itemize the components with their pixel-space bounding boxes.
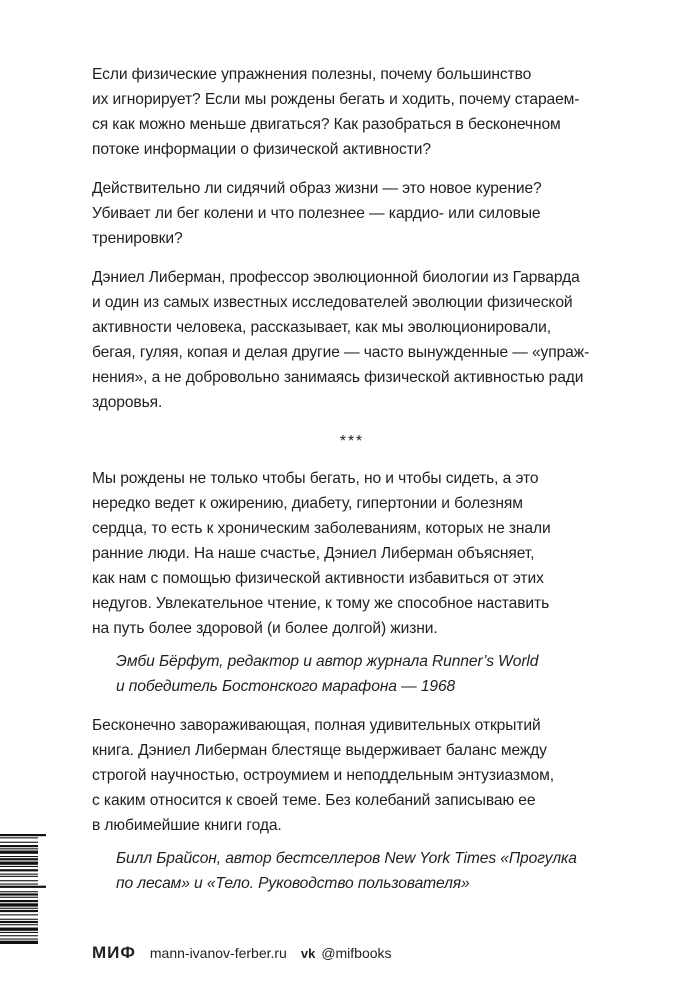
barcode-bars (0, 832, 46, 990)
text-line: книга. Дэниел Либерман блестяще выдерживает баланс между (92, 742, 547, 759)
barcode-stripe (0, 862, 38, 865)
text-line: здоровья. (92, 394, 163, 411)
text-line: Действительно ли сидячий образ жизни — это новое курение? (92, 180, 542, 197)
barcode-stripe (0, 858, 38, 860)
text-line: сердца, то есть к хроническим заболеваниям, которых не знали (92, 520, 551, 537)
text-line: в любимейшие книги года. (92, 817, 282, 834)
barcode-stripe (0, 837, 38, 838)
barcode-stripe (0, 876, 38, 877)
attribution-line: и победитель Бостонского марафона — 1968 (116, 678, 456, 695)
intro-paragraph-2 (92, 176, 612, 251)
publisher-footer (92, 942, 392, 964)
barcode-stripe (0, 941, 38, 944)
barcode-stripe (0, 874, 38, 875)
barcode-stripe (0, 914, 38, 915)
barcode-stripe (0, 903, 38, 906)
isbn-barcode (0, 832, 62, 990)
intro-paragraph-1 (92, 62, 612, 162)
text-line: нения», а не добровольно занимаясь физической активностью ради (92, 369, 584, 386)
publisher-logo: МИФ (92, 943, 136, 962)
review-1-attribution (116, 649, 612, 699)
social-handle-link[interactable]: @mifbooks (321, 945, 392, 961)
intro-paragraph-3 (92, 265, 612, 415)
barcode-stripe (0, 939, 38, 940)
attribution-line: по лесам» и «Тело. Руководство пользователя» (116, 875, 470, 892)
barcode-stripe (0, 919, 38, 920)
text-line: бегая, гуляя, копая и делая другие — часто вынужденные — «упраж- (92, 344, 590, 361)
text-line: активности человека, рассказывает, как мы эволюционировали, (92, 319, 552, 336)
barcode-stripe (0, 935, 38, 936)
barcode-stripe (0, 900, 38, 902)
attribution-line: Эмби Бёрфут, редактор и автор журнала Runner’s World (116, 653, 539, 670)
barcode-stripe (0, 856, 38, 857)
barcode-stripe (0, 908, 38, 909)
text-line: Дэниел Либерман, профессор эволюционной биологии из Гарварда (92, 269, 580, 286)
review-1-text (92, 466, 612, 641)
text-line: Мы рождены не только чтобы бегать, но и чтобы сидеть, а это (92, 470, 539, 487)
barcode-stripe (0, 851, 38, 854)
review-2-text (92, 713, 612, 838)
barcode-stripe (0, 869, 38, 871)
barcode-stripe (0, 886, 46, 888)
vk-icon[interactable]: vk (300, 945, 316, 961)
review-2-attribution (116, 846, 612, 896)
barcode-stripe (0, 880, 38, 881)
text-line: Если физические упражнения полезны, почему большинство (92, 66, 532, 83)
barcode-stripe (0, 910, 38, 912)
text-line: ся как можно меньше двигаться? Как разобраться в бесконечном (92, 116, 561, 133)
barcode-stripe (0, 921, 38, 923)
text-line: их игнорирует? Если мы рождены бегать и ходить, почему стараем- (92, 91, 580, 108)
barcode-stripe (0, 884, 38, 885)
barcode-stripe (0, 928, 38, 931)
text-line: Убивает ли бег колени и что полезнее — кардио- или силовые (92, 205, 541, 222)
barcode-stripe (0, 893, 38, 895)
barcode-stripe (0, 897, 38, 898)
barcode-stripe (0, 834, 46, 836)
text-line: ранние люди. На наше счастье, Дэниел Либерман объясняет, (92, 545, 535, 562)
barcode-stripe (0, 866, 38, 867)
text-line: нередко ведет к ожирению, диабету, гипертонии и болезням (92, 495, 523, 512)
barcode-stripe (0, 842, 38, 843)
text-line: потоке информации о физической активности? (92, 141, 431, 158)
text-line: тренировки? (92, 230, 183, 247)
publisher-website-link[interactable]: mann-ivanov-ferber.ru (149, 945, 287, 961)
back-cover-text (92, 62, 612, 910)
barcode-stripe (0, 932, 38, 933)
text-line: с каким относится к своей теме. Без колебаний записываю ее (92, 792, 536, 809)
text-line: недугов. Увлекательное чтение, к тому же способное наставить (92, 595, 550, 612)
text-line: строгой научностью, остроумием и неподдельным энтузиазмом, (92, 767, 555, 784)
text-line: на путь более здоровой (и более долгой) жизни. (92, 620, 438, 637)
barcode-stripe (0, 924, 38, 925)
barcode-stripe (0, 848, 38, 849)
barcode-stripe (0, 891, 38, 892)
text-line: как нам с помощью физической активности избавиться от этих (92, 570, 544, 587)
attribution-line: Билл Брайсон, автор бестселлеров New York Times «Прогулка (116, 850, 577, 867)
barcode-stripe (0, 845, 38, 847)
text-line: Бесконечно завораживающая, полная удивительных открытий (92, 717, 541, 734)
section-separator: *** (339, 433, 365, 450)
text-line: и один из самых известных исследователей эволюции физической (92, 294, 573, 311)
